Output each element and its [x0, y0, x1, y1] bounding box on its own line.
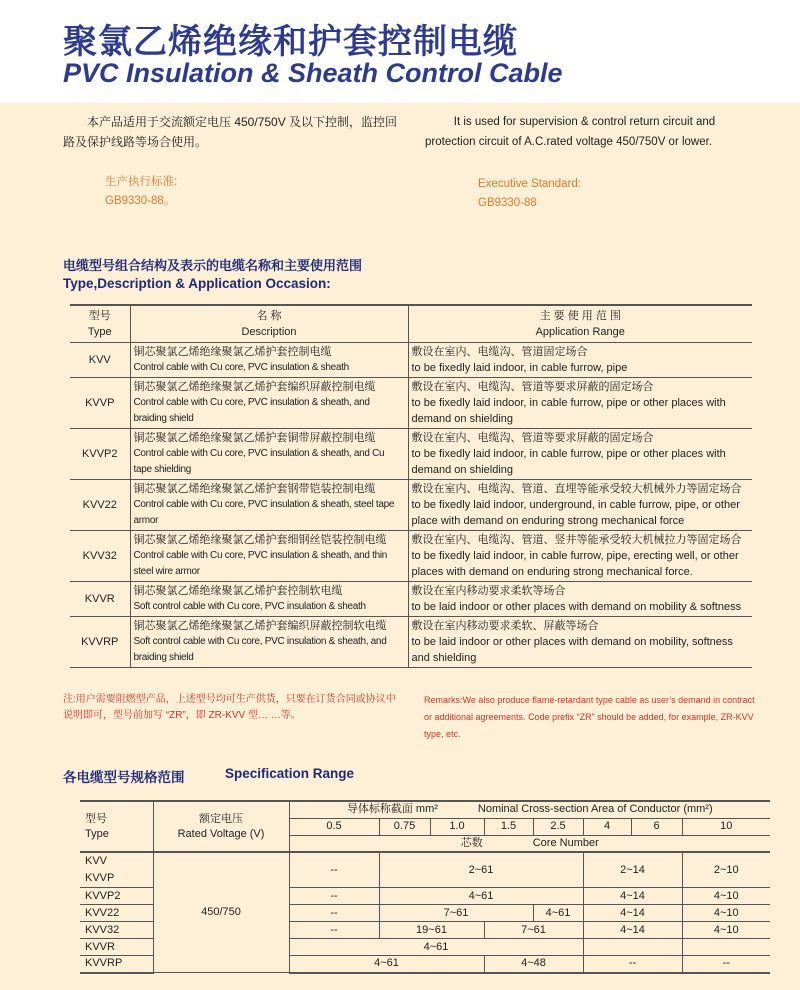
cable-type: KVV32 [70, 530, 130, 581]
core-number-range [583, 939, 682, 956]
application-range: 敷设在室内移动要求柔软等场合 to be laid indoor or other places with demand on mobility & softness [408, 581, 752, 616]
description: 铜芯聚氯乙烯绝缘聚氯乙烯护套编织屏蔽控制电缆 Control cable with Cu core, PVC insulation & sheath, and braiding shield [130, 377, 408, 428]
core-number-range: 4~14 [583, 888, 682, 905]
spec-type: KVVR [80, 939, 153, 956]
table-row [70, 428, 752, 479]
core-number-range: -- [682, 956, 770, 973]
section1-title-en: Type,Description & Application Occasion: [63, 276, 331, 291]
core-number-range: 4~61 [289, 956, 484, 973]
core-number-range: -- [289, 888, 379, 905]
spec-type: KVVRP [80, 956, 153, 973]
standard-cn-value: GB9330-88。 [105, 195, 176, 207]
col-application-range: 主 要 使 用 范 围 Application Range [408, 305, 752, 342]
application-range: 敷设在室内、电缆沟、管道等要求屏蔽的固定场合 to be fixedly laid indoor, in cable furrow, pipe or other places with demand on shielding [408, 377, 752, 428]
spec-type: KVV22 [80, 905, 153, 922]
size-1.0: 1.0 [430, 818, 484, 835]
application-range: 敷设在室内、电缆沟、管道固定场合 to be fixedly laid indoor, in cable furrow, pipe [408, 342, 752, 377]
spec-type: KVV32 [80, 922, 153, 939]
core-number-range [682, 939, 770, 956]
col-type: 型号 Type [70, 305, 130, 342]
application-range: 敷设在室内、电缆沟、管道等要求屏蔽的固定场合 to be fixedly laid indoor, in cable furrow, pipe or other places with demand on shielding [408, 428, 752, 479]
table-header-row [70, 305, 752, 342]
cable-type: KVVR [70, 581, 130, 616]
spec-col-type: 型号 Type [80, 801, 153, 852]
page-title-en: PVC Insulation & Sheath Control Cable [63, 58, 563, 88]
core-number-range: 2~14 [583, 852, 682, 888]
core-number-range: -- [289, 852, 379, 888]
table-row [70, 342, 752, 377]
specification-range-table [80, 800, 770, 974]
size-4: 4 [583, 818, 631, 835]
description: 铜芯聚氯乙烯绝缘聚氯乙烯护套钢带铠装控制电缆 Control cable with Cu core, PVC insulation & sheath, steel tape armor [130, 479, 408, 530]
size-2.5: 2.5 [533, 818, 583, 835]
application-range: 敷设在室内、电缆沟、管道、竖井等能承受较大机械拉力等固定场合 to be fixedly laid indoor, in cable furrow, pipe, erecting well, or other places with demand on enduring strong mechanical force. [408, 530, 752, 581]
core-number-range: -- [583, 956, 682, 973]
size-1.5: 1.5 [484, 818, 533, 835]
table-row [70, 581, 752, 616]
size-6: 6 [631, 818, 682, 835]
cable-type: KVVP2 [70, 428, 130, 479]
description: 铜芯聚氯乙烯绝缘聚氯乙烯护套控制软电缆 Soft control cable with Cu core, PVC insulation & sheath [130, 581, 408, 616]
remarks-cn: 注:用户需要阻燃型产品，上述型号均可生产供货，只要在订货合同或协议中说明即可，型号前加写 “ZR”，即 ZR-KVV 型… …等。 [63, 694, 396, 721]
col-description: 名 称 Description [130, 305, 408, 342]
standard-en [478, 175, 581, 213]
standard-en-value: GB9330-88 [478, 197, 537, 209]
core-number-range: -- [289, 922, 379, 939]
type-description-table [70, 304, 752, 668]
core-number-range: 7~61 [379, 905, 533, 922]
core-number-range: 19~61 [379, 922, 484, 939]
core-number-range: 4~10 [682, 888, 770, 905]
core-number-range: 4~61 [289, 939, 583, 956]
description: 铜芯聚氯乙烯绝缘聚氯乙烯护套编织屏蔽控制软电缆 Soft control cable with Cu core, PVC insulation & sheath, and braiding shield [130, 616, 408, 667]
spec-col-voltage: 额定电压 Rated Voltage (V) [153, 801, 289, 852]
core-number-range: 4~14 [583, 922, 682, 939]
table-row [70, 479, 752, 530]
table-row [70, 377, 752, 428]
core-number-range: 4~48 [484, 956, 583, 973]
intro-en: It is used for supervision & control return circuit and protection circuit of A.C.rated voltage 450/750V or lower. [425, 116, 716, 148]
core-number-range: 7~61 [484, 922, 583, 939]
standard-cn-label: 生产执行标准: [105, 176, 178, 188]
description: 铜芯聚氯乙烯绝缘聚氯乙烯护套细钢丝铠装控制电缆 Control cable with Cu core, PVC insulation & sheath, and thin steel wire armor [130, 530, 408, 581]
core-number-range: -- [289, 905, 379, 922]
size-0.5: 0.5 [289, 818, 379, 835]
core-number-range: 4~10 [682, 922, 770, 939]
header-band [0, 0, 800, 103]
table-row [70, 530, 752, 581]
application-range: 敷设在室内、电缆沟、管道、直埋等能承受较大机械外力等固定场合 to be fixedly laid indoor, underground, in cable furrow, pipe, or other place with demand on enduring strong mechanical force [408, 479, 752, 530]
remarks-en: Remarks:We also produce flame-retardant type cable as user’s demand in contract or additional agreements. Code prefix “ZR” should be added, for example, ZR-KVV type, etc. [424, 695, 755, 739]
section1-title-cn: 电缆型号组合结构及表示的电缆名称和主要使用范围 [63, 258, 363, 273]
core-number-header: 芯数 Core Number [289, 835, 770, 852]
section2-title-en: Specification Range [225, 766, 355, 781]
core-number-range: 4~61 [533, 905, 583, 922]
core-number-range: 2~61 [379, 852, 583, 888]
size-10: 10 [682, 818, 770, 835]
description: 铜芯聚氯乙烯绝缘聚氯乙烯护套铜带屏蔽控制电缆 Control cable with Cu core, PVC insulation & sheath, and Cu tape shielding [130, 428, 408, 479]
table-row [70, 616, 752, 667]
core-number-range: 2~10 [682, 852, 770, 888]
cable-type: KVVRP [70, 616, 130, 667]
spec-area-header: 导体标称截面 mm² Nominal Cross-section Area of Conductor (mm²) [289, 801, 770, 818]
section2-title-cn: 各电缆型号规格范围 [63, 770, 185, 785]
intro-cn: 本产品适用于交流额定电压 450/750V 及以下控制，监控回路及保护线路等场合使用。 [63, 115, 398, 149]
cable-type: KVV22 [70, 479, 130, 530]
core-number-range: 4~61 [379, 888, 583, 905]
core-number-range: 4~14 [583, 905, 682, 922]
application-range: 敷设在室内移动要求柔软、屏蔽等场合 to be laid indoor or other places with demand on mobility, softness and shielding [408, 616, 752, 667]
description: 铜芯聚氯乙烯绝缘聚氯乙烯护套控制电缆 Control cable with Cu core, PVC insulation & sheath [130, 342, 408, 377]
page-title-cn: 聚氯乙烯绝缘和护套控制电缆 [63, 23, 518, 61]
cable-type: KVVP [70, 377, 130, 428]
spec-type: KVVP2 [80, 888, 153, 905]
cable-type: KVV [70, 342, 130, 377]
standard-en-label: Executive Standard: [478, 178, 581, 190]
size-0.75: 0.75 [379, 818, 430, 835]
rated-voltage: 450/750 [153, 852, 289, 973]
spec-type: KVV KVVP [80, 852, 153, 888]
standard-cn [105, 173, 177, 211]
spec-row [80, 852, 770, 888]
core-number-range: 4~10 [682, 905, 770, 922]
